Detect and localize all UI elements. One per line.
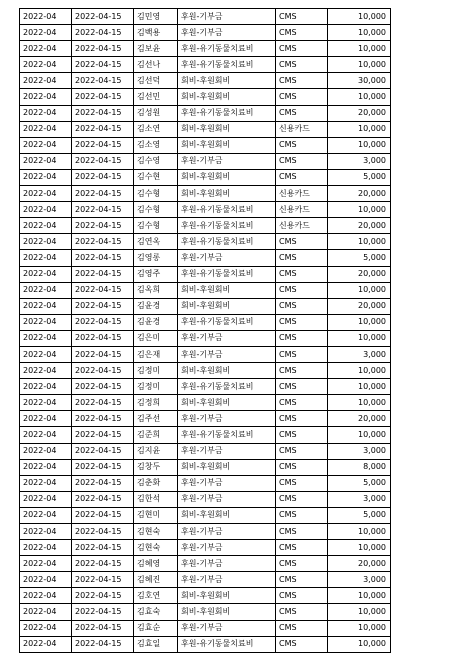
amount-cell: 20,000 [328,105,391,121]
table-row [20,121,391,137]
date-cell: 2022-04-15 [72,459,134,475]
category-cell: 후원-유기동물치료비 [178,41,276,57]
category-cell: 회비-후원회비 [178,73,276,89]
name-cell: 김정미 [134,379,178,395]
date-cell: 2022-04-15 [72,540,134,556]
date-cell: 2022-04-15 [72,395,134,411]
month-cell: 2022-04 [20,25,72,41]
category-cell: 후원-기부금 [178,556,276,572]
table-row [20,202,391,218]
name-cell: 김수현 [134,169,178,185]
category-cell: 후원-유기동물치료비 [178,379,276,395]
amount-cell: 10,000 [328,604,391,620]
name-cell: 김창두 [134,459,178,475]
name-cell: 김은재 [134,346,178,362]
category-cell: 회비-후원회비 [178,507,276,523]
month-cell: 2022-04 [20,266,72,282]
month-cell: 2022-04 [20,57,72,73]
category-cell: 후원-유기동물치료비 [178,57,276,73]
table-row [20,363,391,379]
amount-cell: 20,000 [328,186,391,202]
month-cell: 2022-04 [20,604,72,620]
payment-method-cell: CMS [276,73,328,89]
payment-method-cell: CMS [276,266,328,282]
table-row [20,491,391,507]
table-row [20,234,391,250]
name-cell: 김보윤 [134,41,178,57]
name-cell: 김정미 [134,363,178,379]
amount-cell: 10,000 [328,202,391,218]
category-cell: 회비-후원회비 [178,186,276,202]
amount-cell: 20,000 [328,556,391,572]
date-cell: 2022-04-15 [72,379,134,395]
name-cell: 김윤경 [134,298,178,314]
amount-cell: 10,000 [328,636,391,652]
category-cell: 후원-유기동물치료비 [178,234,276,250]
payment-method-cell: CMS [276,169,328,185]
date-cell: 2022-04-15 [72,25,134,41]
table-row [20,572,391,588]
table-row [20,89,391,105]
date-cell: 2022-04-15 [72,491,134,507]
month-cell: 2022-04 [20,105,72,121]
amount-cell: 10,000 [328,395,391,411]
category-cell: 후원-기부금 [178,346,276,362]
table-row [20,379,391,395]
name-cell: 김수형 [134,218,178,234]
name-cell: 김호연 [134,588,178,604]
name-cell: 김성원 [134,105,178,121]
amount-cell: 20,000 [328,411,391,427]
name-cell: 김수형 [134,186,178,202]
name-cell: 김은미 [134,330,178,346]
month-cell: 2022-04 [20,540,72,556]
date-cell: 2022-04-15 [72,234,134,250]
name-cell: 김수형 [134,202,178,218]
category-cell: 회비-후원회비 [178,282,276,298]
amount-cell: 10,000 [328,121,391,137]
name-cell: 김지윤 [134,443,178,459]
table-row [20,41,391,57]
table-body [20,9,391,653]
category-cell: 후원-기부금 [178,443,276,459]
payment-method-cell: CMS [276,636,328,652]
amount-cell: 10,000 [328,524,391,540]
month-cell: 2022-04 [20,411,72,427]
payment-method-cell: CMS [276,427,328,443]
category-cell: 후원-기부금 [178,330,276,346]
name-cell: 김백용 [134,25,178,41]
table-row [20,9,391,25]
month-cell: 2022-04 [20,572,72,588]
date-cell: 2022-04-15 [72,57,134,73]
name-cell: 김한석 [134,491,178,507]
category-cell: 후원-유기동물치료비 [178,314,276,330]
category-cell: 회비-후원회비 [178,363,276,379]
amount-cell: 10,000 [328,89,391,105]
payment-method-cell: CMS [276,363,328,379]
month-cell: 2022-04 [20,379,72,395]
date-cell: 2022-04-15 [72,169,134,185]
date-cell: 2022-04-15 [72,314,134,330]
date-cell: 2022-04-15 [72,266,134,282]
amount-cell: 3,000 [328,572,391,588]
category-cell: 회비-후원회비 [178,298,276,314]
month-cell: 2022-04 [20,89,72,105]
date-cell: 2022-04-15 [72,556,134,572]
date-cell: 2022-04-15 [72,282,134,298]
month-cell: 2022-04 [20,636,72,652]
table-row [20,137,391,153]
month-cell: 2022-04 [20,250,72,266]
payment-method-cell: CMS [276,507,328,523]
table-row [20,73,391,89]
name-cell: 김춘화 [134,475,178,491]
category-cell: 후원-기부금 [178,524,276,540]
name-cell: 김옥희 [134,282,178,298]
payment-method-cell: CMS [276,604,328,620]
date-cell: 2022-04-15 [72,363,134,379]
category-cell: 후원-유기동물치료비 [178,218,276,234]
payment-method-cell: CMS [276,411,328,427]
name-cell: 김혜진 [134,572,178,588]
table-row [20,395,391,411]
payment-method-cell: CMS [276,588,328,604]
month-cell: 2022-04 [20,282,72,298]
date-cell: 2022-04-15 [72,73,134,89]
amount-cell: 10,000 [328,588,391,604]
month-cell: 2022-04 [20,363,72,379]
amount-cell: 10,000 [328,379,391,395]
table-row [20,218,391,234]
date-cell: 2022-04-15 [72,250,134,266]
amount-cell: 10,000 [328,57,391,73]
date-cell: 2022-04-15 [72,89,134,105]
amount-cell: 10,000 [328,314,391,330]
table-row [20,524,391,540]
category-cell: 회비-후원회비 [178,169,276,185]
amount-cell: 10,000 [328,363,391,379]
month-cell: 2022-04 [20,427,72,443]
payment-method-cell: CMS [276,475,328,491]
month-cell: 2022-04 [20,314,72,330]
date-cell: 2022-04-15 [72,507,134,523]
month-cell: 2022-04 [20,186,72,202]
payment-method-cell: CMS [276,314,328,330]
table-row [20,57,391,73]
payment-method-cell: CMS [276,105,328,121]
name-cell: 김선덕 [134,73,178,89]
month-cell: 2022-04 [20,121,72,137]
amount-cell: 8,000 [328,459,391,475]
month-cell: 2022-04 [20,9,72,25]
table-row [20,459,391,475]
category-cell: 후원-유기동물치료비 [178,427,276,443]
name-cell: 김현미 [134,507,178,523]
table-row [20,427,391,443]
month-cell: 2022-04 [20,218,72,234]
category-cell: 후원-기부금 [178,620,276,636]
date-cell: 2022-04-15 [72,186,134,202]
date-cell: 2022-04-15 [72,202,134,218]
payment-method-cell: CMS [276,282,328,298]
month-cell: 2022-04 [20,475,72,491]
payment-method-cell: CMS [276,89,328,105]
payment-method-cell: CMS [276,443,328,459]
amount-cell: 10,000 [328,234,391,250]
category-cell: 후원-유기동물치료비 [178,266,276,282]
payment-method-cell: CMS [276,346,328,362]
table-row [20,556,391,572]
table-row [20,169,391,185]
payment-method-cell: CMS [276,572,328,588]
amount-cell: 3,000 [328,491,391,507]
payment-method-cell: CMS [276,234,328,250]
table-row [20,153,391,169]
date-cell: 2022-04-15 [72,137,134,153]
payment-method-cell: 신용카드 [276,121,328,137]
payment-method-cell: CMS [276,298,328,314]
amount-cell: 5,000 [328,475,391,491]
amount-cell: 10,000 [328,137,391,153]
name-cell: 김효순 [134,620,178,636]
category-cell: 회비-후원회비 [178,137,276,153]
category-cell: 회비-후원회비 [178,604,276,620]
month-cell: 2022-04 [20,346,72,362]
month-cell: 2022-04 [20,459,72,475]
amount-cell: 30,000 [328,73,391,89]
amount-cell: 3,000 [328,443,391,459]
date-cell: 2022-04-15 [72,105,134,121]
category-cell: 후원-기부금 [178,491,276,507]
table-row [20,298,391,314]
date-cell: 2022-04-15 [72,524,134,540]
category-cell: 회비-후원회비 [178,459,276,475]
amount-cell: 10,000 [328,330,391,346]
table-row [20,475,391,491]
table-row [20,282,391,298]
name-cell: 김효일 [134,636,178,652]
payment-method-cell: CMS [276,540,328,556]
payment-method-cell: CMS [276,395,328,411]
payment-method-cell: 신용카드 [276,202,328,218]
name-cell: 김선민 [134,89,178,105]
name-cell: 김수영 [134,153,178,169]
payment-method-cell: CMS [276,57,328,73]
month-cell: 2022-04 [20,169,72,185]
date-cell: 2022-04-15 [72,572,134,588]
payment-method-cell: CMS [276,379,328,395]
name-cell: 김현숙 [134,540,178,556]
category-cell: 후원-기부금 [178,475,276,491]
category-cell: 후원-기부금 [178,540,276,556]
name-cell: 김준희 [134,427,178,443]
date-cell: 2022-04-15 [72,443,134,459]
category-cell: 후원-기부금 [178,572,276,588]
date-cell: 2022-04-15 [72,427,134,443]
payment-method-cell: CMS [276,524,328,540]
month-cell: 2022-04 [20,153,72,169]
amount-cell: 10,000 [328,427,391,443]
payment-method-cell: 신용카드 [276,218,328,234]
month-cell: 2022-04 [20,620,72,636]
name-cell: 김주선 [134,411,178,427]
table-row [20,266,391,282]
table-row [20,25,391,41]
month-cell: 2022-04 [20,524,72,540]
payment-method-cell: CMS [276,250,328,266]
name-cell: 김영주 [134,266,178,282]
amount-cell: 10,000 [328,282,391,298]
name-cell: 김윤경 [134,314,178,330]
month-cell: 2022-04 [20,330,72,346]
table-row [20,346,391,362]
name-cell: 김혜영 [134,556,178,572]
category-cell: 후원-기부금 [178,25,276,41]
date-cell: 2022-04-15 [72,121,134,137]
month-cell: 2022-04 [20,234,72,250]
month-cell: 2022-04 [20,202,72,218]
date-cell: 2022-04-15 [72,588,134,604]
month-cell: 2022-04 [20,588,72,604]
payment-method-cell: CMS [276,330,328,346]
category-cell: 후원-유기동물치료비 [178,202,276,218]
name-cell: 김정희 [134,395,178,411]
table-row [20,411,391,427]
table-row [20,588,391,604]
amount-cell: 10,000 [328,41,391,57]
table-row [20,507,391,523]
amount-cell: 5,000 [328,169,391,185]
date-cell: 2022-04-15 [72,620,134,636]
table-row [20,620,391,636]
month-cell: 2022-04 [20,298,72,314]
date-cell: 2022-04-15 [72,330,134,346]
date-cell: 2022-04-15 [72,9,134,25]
category-cell: 후원-기부금 [178,9,276,25]
month-cell: 2022-04 [20,395,72,411]
donation-table [19,8,391,653]
date-cell: 2022-04-15 [72,298,134,314]
name-cell: 김현숙 [134,524,178,540]
table-row [20,636,391,652]
category-cell: 후원-기부금 [178,153,276,169]
month-cell: 2022-04 [20,507,72,523]
date-cell: 2022-04-15 [72,346,134,362]
month-cell: 2022-04 [20,556,72,572]
date-cell: 2022-04-15 [72,218,134,234]
amount-cell: 10,000 [328,620,391,636]
table-row [20,314,391,330]
name-cell: 김민영 [134,9,178,25]
payment-method-cell: CMS [276,25,328,41]
table-row [20,250,391,266]
name-cell: 김효숙 [134,604,178,620]
payment-method-cell: CMS [276,137,328,153]
category-cell: 후원-유기동물치료비 [178,636,276,652]
date-cell: 2022-04-15 [72,153,134,169]
category-cell: 회비-후원회비 [178,121,276,137]
category-cell: 회비-후원회비 [178,89,276,105]
month-cell: 2022-04 [20,73,72,89]
name-cell: 김연옥 [134,234,178,250]
table-row [20,186,391,202]
payment-method-cell: CMS [276,556,328,572]
category-cell: 회비-후원회비 [178,588,276,604]
amount-cell: 20,000 [328,218,391,234]
date-cell: 2022-04-15 [72,636,134,652]
amount-cell: 3,000 [328,153,391,169]
payment-method-cell: CMS [276,491,328,507]
amount-cell: 5,000 [328,507,391,523]
month-cell: 2022-04 [20,137,72,153]
date-cell: 2022-04-15 [72,604,134,620]
name-cell: 김소연 [134,121,178,137]
month-cell: 2022-04 [20,41,72,57]
table-row [20,443,391,459]
amount-cell: 3,000 [328,346,391,362]
name-cell: 김영롱 [134,250,178,266]
table-row [20,604,391,620]
table-row [20,330,391,346]
amount-cell: 20,000 [328,298,391,314]
category-cell: 후원-기부금 [178,250,276,266]
amount-cell: 20,000 [328,266,391,282]
payment-method-cell: CMS [276,41,328,57]
month-cell: 2022-04 [20,491,72,507]
amount-cell: 10,000 [328,9,391,25]
table-row [20,105,391,121]
payment-method-cell: CMS [276,620,328,636]
category-cell: 회비-후원회비 [178,395,276,411]
payment-method-cell: 신용카드 [276,186,328,202]
payment-method-cell: CMS [276,459,328,475]
payment-method-cell: CMS [276,9,328,25]
amount-cell: 5,000 [328,250,391,266]
table-row [20,540,391,556]
category-cell: 후원-유기동물치료비 [178,105,276,121]
month-cell: 2022-04 [20,443,72,459]
date-cell: 2022-04-15 [72,475,134,491]
name-cell: 김선나 [134,57,178,73]
date-cell: 2022-04-15 [72,41,134,57]
date-cell: 2022-04-15 [72,411,134,427]
payment-method-cell: CMS [276,153,328,169]
amount-cell: 10,000 [328,540,391,556]
amount-cell: 10,000 [328,25,391,41]
name-cell: 김소영 [134,137,178,153]
category-cell: 후원-기부금 [178,411,276,427]
